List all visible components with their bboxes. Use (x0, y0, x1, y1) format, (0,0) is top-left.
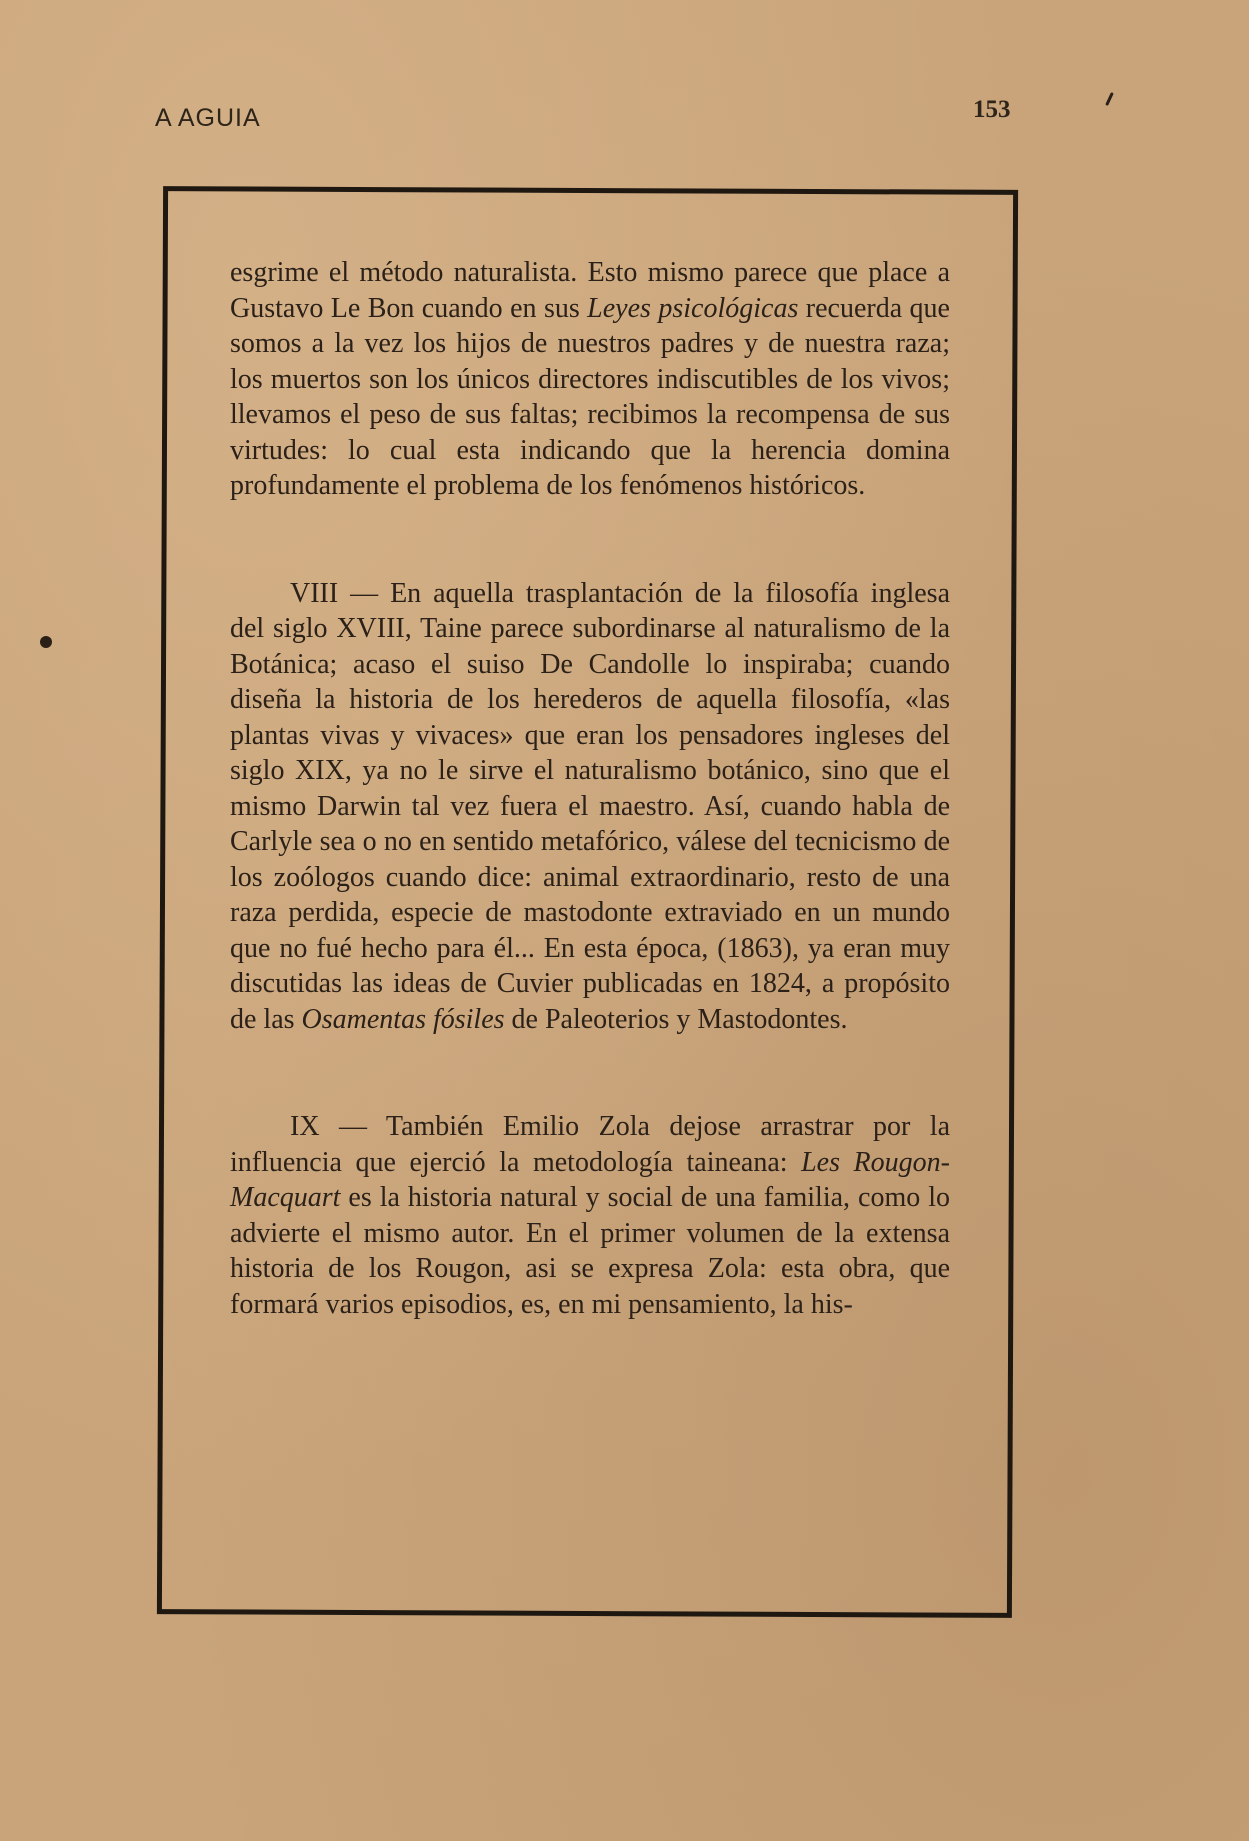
paragraph-1-text-b: recuerda que somos a la vez los hijos de nuestros padres y de nuestra raza; los muertos son los únicos directores indiscutibles de los vivos; llevamos el peso de sus faltas; recibimos la recompensa de sus virtudes: lo cual esta indicando que la herencia domina profundamente el problema de los fenómenos históricos. (230, 292, 950, 501)
paragraph-1-text-a: esgrime el método naturalista. Esto mismo parece que place a Gustavo Le Bon cuando en sus (230, 257, 950, 324)
paragraph-2-text-b: de Paleoterios y Mastodontes. (504, 1003, 848, 1035)
running-head: A AGUIA (155, 104, 261, 132)
paragraph-1-italic-title: Leyes psicológicas (587, 292, 799, 324)
paragraph-3-italic-title: Les Rougon-Macquart (230, 1146, 950, 1213)
page-header (0, 0, 1249, 160)
paragraph-1 (230, 255, 950, 504)
paragraph-3 (230, 1109, 950, 1322)
paragraph-2 (230, 576, 950, 1038)
ink-speck (40, 636, 52, 648)
text-block (230, 255, 950, 1322)
paragraph-2-italic-title: Osamentas fósiles (301, 1003, 505, 1035)
paragraph-3-text-b: es la historia natural y social de una familia, como lo advierte el mismo autor. En el primer volumen de la extensa historia de los Rougon, asi se expresa Zola: esta obra, que formará varios episodios, es, en mi pensamiento, la his- (230, 1182, 950, 1320)
paragraph-2-text-a: VIII — En aquella trasplantación de la filosofía inglesa del siglo XVIII, Taine parece subordinarse al naturalismo de la Botánica; acaso el suiso De Candolle lo inspiraba; cuando diseña la historia de los herederos de aquella filosofía, «las plantas vivas y vivaces» que eran los pensadores ingleses del siglo XIX, ya no le sirve el naturalismo botánico, sino que el mismo Darwin tal vez fuera el maestro. Así, cuando habla de Carlyle sea o no en sentido metafórico, válese del tecnicismo de los zoólogos cuando dice: animal extraordinario, resto de una raza perdida, especie de mastodonte extraviado en un mundo que no fué hecho para él... En esta época, (1863), ya eran muy discutidas las ideas de Cuvier publicadas en 1824, a propósito de las (230, 577, 950, 1035)
page-number: 153 (973, 96, 1011, 123)
paragraph-3-text-a: IX — También Emilio Zola dejose arrastrar por la influencia que ejerció la metodología taineana: (230, 1111, 950, 1178)
